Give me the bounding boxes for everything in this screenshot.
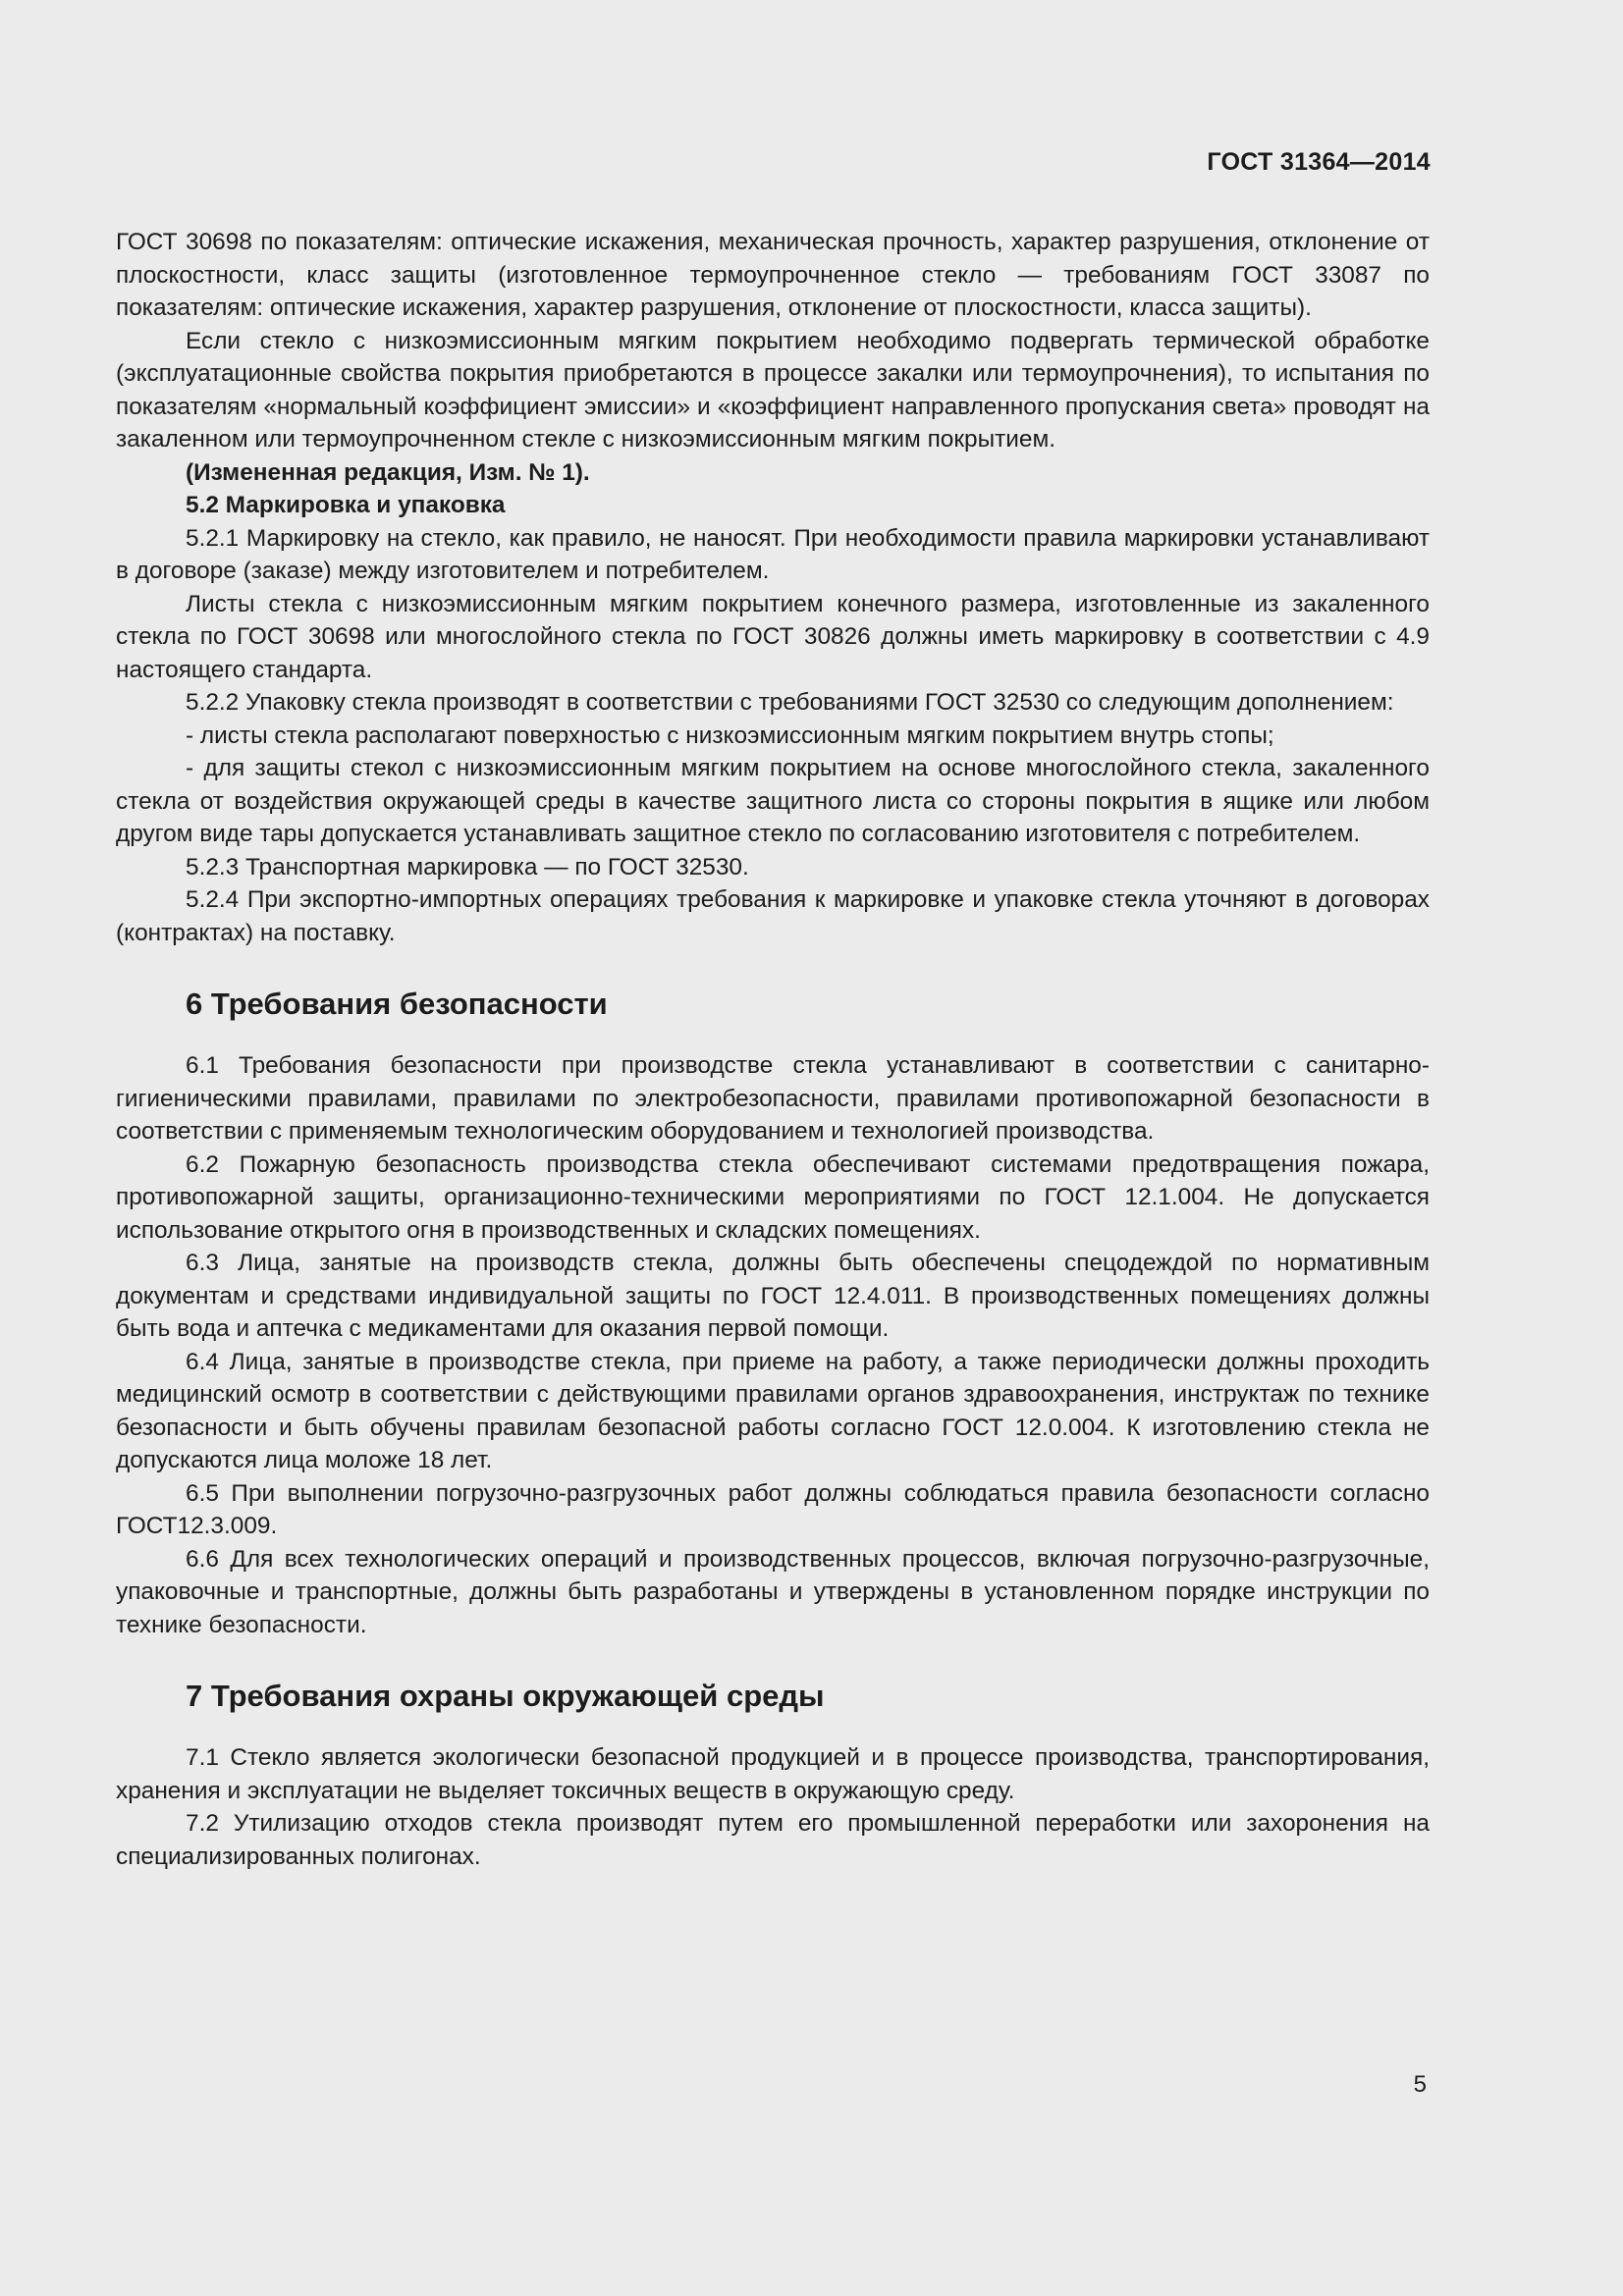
paragraph: 5.2.4 При экспортно-импортных операциях требования к маркировке и упаковке стекла уточняют в договорах (контрактах) на поставку. <box>116 886 1430 946</box>
section-heading-safety: 6 Требования безопасности <box>186 987 608 1021</box>
paragraph: 6.4 Лица, занятые в производстве стекла, при приеме на работу, а также периодически должны проходить медицинский осмотр в соответствии с действующими правилами органов здравоохранения, инструктаж по технике безопасности и быть обучены правилам безопасной работы согласно ГОСТ 12.0.004. К изготовлению стекла не допускаются лица моложе 18 лет. <box>116 1348 1430 1473</box>
document-body <box>116 226 1430 1873</box>
paragraph: 6.3 Лица, занятые на производств стекла, должны быть обеспечены спецодеждой по нормативным документам и средствами индивидуальной защиты по ГОСТ 12.4.011. В производственных помещениях должны быть вода и аптечка с медикаментами для оказания первой помощи. <box>116 1250 1430 1342</box>
paragraph: 7.1 Стекло является экологически безопасной продукцией и в процессе производства, транспортирования, хранения и эксплуатации не выделяет токсичных веществ в окружающую среду. <box>116 1744 1430 1804</box>
page-number: 5 <box>1413 2071 1427 2098</box>
paragraph: ГОСТ 30698 по показателям: оптические искажения, механическая прочность, характер разрушения, отклонение от плоскостности, класс защиты (изготовленное термоупрочненное стекло — требованиям ГОСТ 33087 по показателям: оптические искажения, характер разрушения, отклонение от плоскостности, класса защиты). <box>116 229 1430 321</box>
paragraph: 6.6 Для всех технологических операций и производственных процессов, включая погрузочно-разгрузочные, упаковочные и транспортные, должны быть разработаны и утверждены в установленном порядке инструкции по технике безопасности. <box>116 1545 1430 1638</box>
section-safety-body <box>116 1049 1430 1641</box>
list-item: - для защиты стекол с низкоэмиссионным мягким покрытием на основе многослойного стекла, закаленного стекла от воздействия окружающей среды в качестве защитного листа со стороны покрытия в ящике или любом другом виде тары допускается устанавливать защитное стекло по согласованию изготовителя с потребителем. <box>116 755 1430 847</box>
paragraph: 7.2 Утилизацию отходов стекла производят путем его промышленной переработки или захоронения на специализированных полигонах. <box>116 1810 1430 1870</box>
amendment-note: (Измененная редакция, Изм. № 1). <box>186 458 590 486</box>
paragraph: 6.5 При выполнении погрузочно-разгрузочных работ должны соблюдаться правила безопасности согласно ГОСТ12.3.009. <box>116 1479 1430 1539</box>
paragraph: 6.2 Пожарную безопасность производства стекла обеспечивают системами предотвращения пожара, противопожарной защиты, организационно-техническими мероприятиями по ГОСТ 12.1.004. Не допускается использование открытого огня в производственных и складских помещениях. <box>116 1150 1430 1244</box>
paragraph: Если стекло с низкоэмиссионным мягким покрытием необходимо подвергать термической обработке (эксплуатационные свойства покрытия приобретаются в процессе закалки или термоупрочнения), то испытания по показателям «нормальный коэффициент эмиссии» и «коэффициент направленного пропускания света» проводят на закаленном или термоупрочненном стекле с низкоэмиссионным мягким покрытием. <box>116 327 1430 453</box>
paragraph: 6.1 Требования безопасности при производстве стекла устанавливают в соответствии с санитарно-гигиеническими правилами, правилами по электробезопасности, правилами противопожарной безопасности в соответствии с применяемым технологическим оборудованием и технологией производства. <box>116 1052 1430 1145</box>
section-environment-body <box>116 1741 1430 1873</box>
list-item: - листы стекла располагают поверхностью с низкоэмиссионным мягким покрытием внутрь стопы; <box>186 721 1274 749</box>
paragraph: Листы стекла с низкоэмиссионным мягким покрытием конечного размера, изготовленные из закаленного стекла по ГОСТ 30698 или многослойного стекла по ГОСТ 30826 должны иметь маркировку в соответствии с 4.9 настоящего стандарта. <box>116 590 1430 683</box>
paragraph: 5.2.1 Маркировку на стекло, как правило, не наносят. При необходимости правила маркировки устанавливают в договоре (заказе) между изготовителем и потребителем. <box>116 524 1430 584</box>
document-header-id: ГОСТ 31364—2014 <box>1207 148 1431 176</box>
subsection-heading: 5.2 Маркировка и упаковка <box>186 492 506 518</box>
paragraph: 5.2.2 Упаковку стекла производят в соответствии с требованиями ГОСТ 32530 со следующим дополнением: <box>186 689 1394 716</box>
section-heading-environment: 7 Требования охраны окружающей среды <box>186 1679 825 1713</box>
paragraph: 5.2.3 Транспортная маркировка — по ГОСТ 32530. <box>186 853 749 881</box>
top-paragraphs <box>116 226 1430 949</box>
